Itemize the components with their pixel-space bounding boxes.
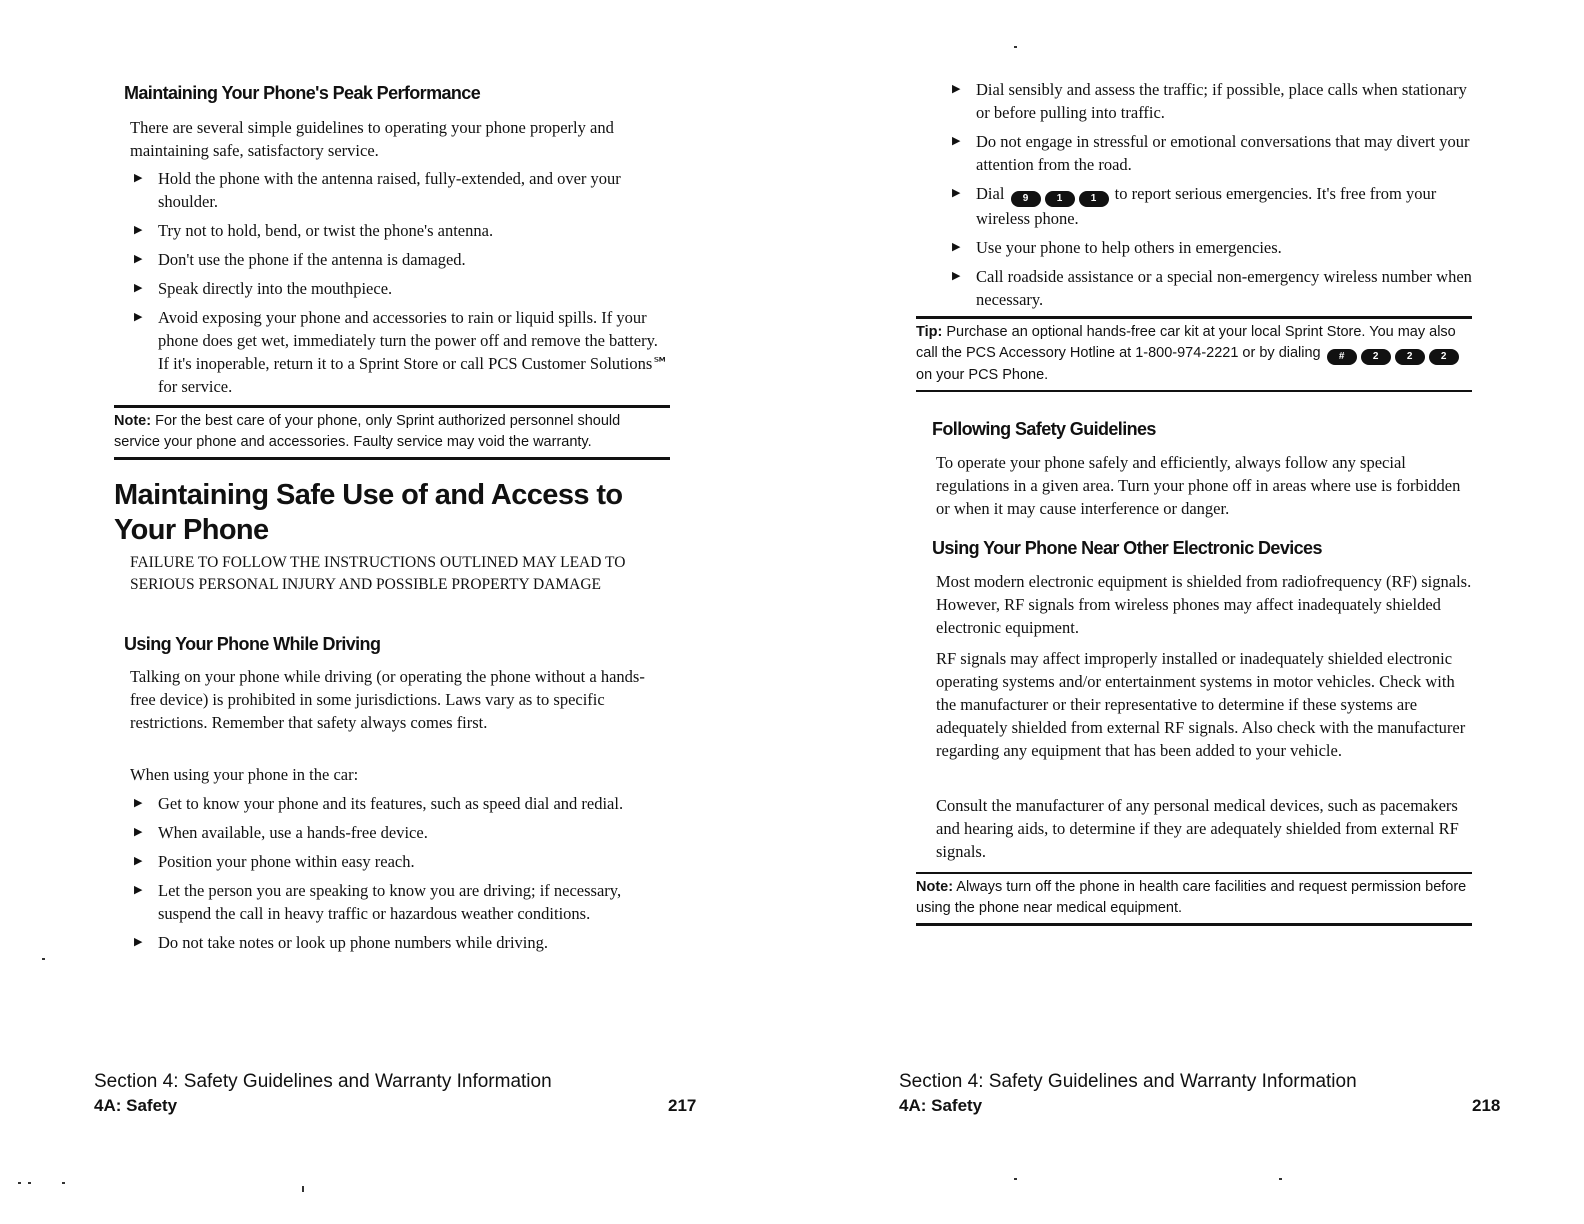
bullet-arrow-icon: ▶ bbox=[134, 311, 143, 323]
driving-intro: Talking on your phone while driving (or operating the phone without a hands-free device) is prohibited in some jurisdictions. Laws vary as to specific restrictions. Remember that safety always comes first. bbox=[130, 667, 645, 732]
electronic-devices-p3: Consult the manufacturer of any personal medical devices, such as pacemakers and hearing aids, to determine if they are adequately shielded from external RF signals. bbox=[936, 796, 1459, 861]
bullet-arrow-icon: ▶ bbox=[134, 282, 143, 294]
list-item: ▶ Get to know your phone and its features, such as speed dial and redial. bbox=[134, 794, 624, 813]
dial-suffix: to report serious emergencies. It's free from your wireless phone. bbox=[976, 184, 1437, 228]
footer-section-title: Section 4: Safety Guidelines and Warranty Information bbox=[94, 1071, 552, 1092]
footer-subsection: 4A: Safety bbox=[94, 1096, 178, 1115]
scan-speck bbox=[1014, 1178, 1017, 1180]
keypad-2-key-icon: 2 bbox=[1395, 349, 1425, 365]
keypad-2-key-icon: 2 bbox=[1429, 349, 1459, 365]
bullet-arrow-icon: ▶ bbox=[134, 936, 143, 948]
bullet-arrow-icon: ▶ bbox=[952, 270, 961, 282]
scan-speck bbox=[302, 1186, 304, 1192]
section-title-line-1: Maintaining Safe Use of and Access to bbox=[114, 479, 623, 511]
bullet-arrow-icon: ▶ bbox=[134, 224, 143, 236]
list-item: ▶ Hold the phone with the antenna raised, fully-extended, and over your shoulder. bbox=[134, 169, 621, 211]
note-label: Note: bbox=[916, 879, 954, 895]
bullet-arrow-icon: ▶ bbox=[134, 172, 143, 184]
list-item: ▶ Do not take notes or look up phone numbers while driving. bbox=[134, 933, 548, 952]
electronic-devices-p2: RF signals may affect improperly installed or inadequately shielded electronic operating systems and/or entertainment systems in motor vehicles. Check with the manufacturer or their representative to determine if these systems are adequately shielded from external RF signals. Also check with the manufacturer regarding any equipment that has been added to your vehicle. bbox=[936, 649, 1466, 760]
footer-subsection: 4A: Safety bbox=[899, 1096, 983, 1115]
list-item: ▶ Speak directly into the mouthpiece. bbox=[134, 279, 393, 298]
bullet-arrow-icon: ▶ bbox=[952, 241, 961, 253]
page-number: 218 bbox=[1472, 1096, 1501, 1115]
bullet-arrow-icon: ▶ bbox=[134, 826, 143, 838]
peak-performance-heading: Maintaining Your Phone's Peak Performance bbox=[124, 83, 481, 103]
peak-performance-intro: There are several simple guidelines to operating your phone properly and maintaining safe, satisfactory service. bbox=[130, 118, 614, 160]
tip-label: Tip: bbox=[916, 324, 943, 340]
keypad-1-key-icon: 1 bbox=[1079, 191, 1109, 207]
driving-list-continued bbox=[942, 78, 1472, 317]
following-guidelines-text: To operate your phone safely and efficiently, always follow any special regulations in a given area. Turn your phone off in areas where use is forbidden or when it may cause interference or danger. bbox=[936, 453, 1461, 518]
tip-text: Purchase an optional hands-free car kit at your local Sprint Store. You may also call the PCS Accessory Hotline at 1-800-974-2221 or by dialing bbox=[916, 324, 1456, 361]
list-item: ▶ Dial sensibly and assess the traffic; if possible, place calls when stationary or before pulling into traffic. bbox=[952, 80, 1467, 122]
list-item: ▶ Use your phone to help others in emergencies. bbox=[952, 238, 1282, 257]
keypad-9-key-icon: 9 bbox=[1011, 191, 1041, 207]
note-label: Note: bbox=[114, 413, 152, 429]
bullet-arrow-icon: ▶ bbox=[134, 884, 143, 896]
note-box bbox=[114, 405, 670, 460]
bullet-arrow-icon: ▶ bbox=[134, 855, 143, 867]
bullet-arrow-icon: ▶ bbox=[952, 83, 961, 95]
scan-speck bbox=[62, 1182, 65, 1184]
note-box bbox=[916, 872, 1472, 926]
bullet-arrow-icon: ▶ bbox=[134, 797, 143, 809]
section-title-line-2: Your Phone bbox=[114, 514, 269, 546]
dial-prefix: Dial bbox=[976, 184, 1005, 203]
scan-speck bbox=[28, 1182, 31, 1184]
warning-text: FAILURE TO FOLLOW THE INSTRUCTIONS OUTLINED MAY LEAD TO SERIOUS PERSONAL INJURY AND POSSIBLE PROPERTY DAMAGE bbox=[130, 554, 626, 593]
driving-list bbox=[124, 792, 634, 960]
list-item: ▶ Try not to hold, bend, or twist the phone's antenna. bbox=[134, 221, 494, 240]
list-item: ▶ Position your phone within easy reach. bbox=[134, 852, 415, 871]
peak-performance-list bbox=[124, 167, 672, 404]
keypad-pound-key-icon: # bbox=[1327, 349, 1357, 365]
driving-lead: When using your phone in the car: bbox=[130, 765, 359, 784]
list-item: ▶ When available, use a hands-free device. bbox=[134, 823, 428, 842]
driving-heading: Using Your Phone While Driving bbox=[124, 634, 381, 654]
list-item: ▶ Do not engage in stressful or emotional conversations that may divert your attention from the road. bbox=[952, 132, 1470, 174]
electronic-devices-p1: Most modern electronic equipment is shielded from radiofrequency (RF) signals. However, RF signals from wireless phones may affect inadequately shielded electronic equipment. bbox=[936, 572, 1472, 637]
page-number: 217 bbox=[668, 1096, 697, 1115]
note-text: Always turn off the phone in health care facilities and request permission before using the phone near medical equipment. bbox=[916, 879, 1467, 916]
list-item: ▶ Avoid exposing your phone and accessories to rain or liquid spills. If your phone does get wet, immediately turn the power off and remove the battery. If it's inoperable, return it to a Sprint Store or call PCS Customer Solutions℠ for service. bbox=[134, 308, 670, 396]
tip-box bbox=[916, 316, 1472, 392]
note-text: For the best care of your phone, only Sprint authorized personnel should service your phone and accessories. Faulty service may void the warranty. bbox=[114, 413, 621, 450]
tip-text-end: on your PCS Phone. bbox=[916, 367, 1049, 383]
scan-speck bbox=[42, 958, 45, 960]
bullet-arrow-icon: ▶ bbox=[952, 187, 961, 199]
scan-speck bbox=[1014, 46, 1017, 48]
footer-section-title: Section 4: Safety Guidelines and Warranty Information bbox=[899, 1071, 1357, 1092]
bullet-arrow-icon: ▶ bbox=[134, 253, 143, 265]
scan-speck bbox=[1279, 1178, 1282, 1180]
keypad-1-key-icon: 1 bbox=[1045, 191, 1075, 207]
list-item: ▶ Call roadside assistance or a special non-emergency wireless number when necessary. bbox=[952, 267, 1472, 309]
keypad-2-key-icon: 2 bbox=[1361, 349, 1391, 365]
electronic-devices-heading: Using Your Phone Near Other Electronic Devices bbox=[932, 538, 1322, 558]
list-item bbox=[942, 182, 1472, 230]
right-page bbox=[792, 0, 1584, 1224]
list-item: ▶ Let the person you are speaking to know you are driving; if necessary, suspend the call in heavy traffic or hazardous weather conditions. bbox=[134, 881, 622, 923]
bullet-arrow-icon: ▶ bbox=[952, 135, 961, 147]
following-guidelines-heading: Following Safety Guidelines bbox=[932, 419, 1156, 439]
scan-speck bbox=[18, 1182, 21, 1184]
list-item: ▶ Don't use the phone if the antenna is damaged. bbox=[134, 250, 466, 269]
